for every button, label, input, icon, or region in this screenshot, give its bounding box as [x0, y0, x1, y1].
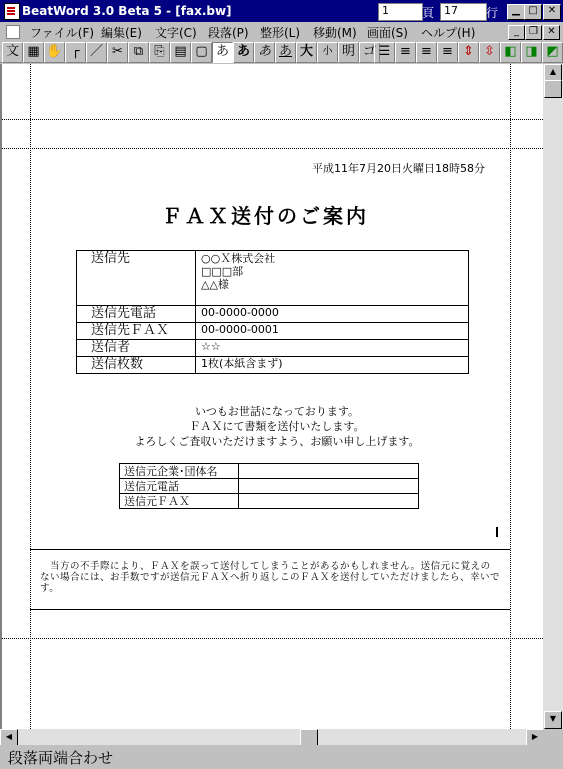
font-gothic-button[interactable]: ゴ — [359, 42, 380, 63]
table-cell-value[interactable] — [239, 494, 419, 509]
table-cell-label: 送信先電話 — [77, 306, 196, 323]
font-small-button[interactable]: 小 — [317, 42, 338, 63]
close-icon: ✕ — [547, 5, 557, 16]
menu-view[interactable]: 画面(S) — [367, 26, 408, 40]
header-guide-line — [2, 119, 543, 120]
arrow-right-icon: ▶ — [531, 732, 539, 741]
title-bar — [0, 0, 563, 22]
restore-icon: ❐ — [529, 26, 538, 37]
recipient-department: □□□部 — [201, 265, 244, 278]
greeting-line-1: いつもお世話になっております。 — [194, 405, 360, 418]
vertical-scroll-thumb[interactable] — [544, 80, 562, 98]
footer-guide-line — [2, 638, 543, 639]
justify-icon[interactable]: ☰ — [374, 42, 395, 63]
table-row — [120, 479, 419, 494]
menu-file[interactable]: ファイル(F) — [30, 26, 95, 40]
page-end-icon[interactable]: ◩ — [542, 42, 563, 63]
notice-text: 当方の不手際により、ＦＡＸを誤って送付してしまうことがあるかもしれません。送信元に覚えのない場合には、お手数ですが送信元ＦＡＸへ折り返しこのＦＡＸを送付していただけましたら、幸いです。 — [40, 561, 501, 594]
align-right-icon[interactable]: ≡ — [395, 42, 416, 63]
table-row — [77, 251, 469, 306]
page-label: 頁 — [422, 6, 435, 20]
doc-minimize-button[interactable] — [508, 25, 525, 40]
table-cell-label: 送信先 — [77, 251, 196, 306]
arrow-left-icon: ◀ — [5, 732, 13, 741]
table-row — [120, 464, 419, 479]
document-icon[interactable] — [6, 25, 20, 39]
table-cell-label: 送信元ＦＡＸ — [120, 494, 239, 509]
window-title: BeatWord 3.0 Beta 5 - [fax.bw] — [22, 4, 232, 18]
page-top-guide-line — [2, 148, 543, 149]
scroll-corner — [543, 729, 563, 745]
table-row — [77, 357, 469, 374]
maximize-icon: □ — [528, 5, 538, 16]
line-corner-icon[interactable]: ┌ — [65, 42, 86, 63]
sender-table — [119, 463, 419, 509]
table-cell-value[interactable] — [239, 464, 419, 479]
line-spacing-up-icon[interactable]: ⇕ — [458, 42, 479, 63]
page-prev-icon[interactable]: ◧ — [500, 42, 521, 63]
minimize-icon: _ — [514, 26, 519, 37]
copy-icon[interactable]: ⧉ — [128, 42, 149, 63]
table-cell-value[interactable] — [239, 479, 419, 494]
font-underline-button[interactable]: あ — [275, 42, 296, 63]
recipient-company: ○○Ｘ株式会社 — [201, 252, 276, 265]
font-mincho-button[interactable]: 明 — [338, 42, 359, 63]
table-row — [77, 340, 469, 357]
vertical-scrollbar[interactable] — [543, 64, 563, 729]
table-icon[interactable]: ▦ — [23, 42, 44, 63]
arrow-down-icon: ▼ — [549, 714, 557, 723]
menu-format[interactable]: 整形(L) — [260, 26, 301, 40]
toolbar — [0, 41, 563, 63]
table-cell-value: 1枚(本紙含まず) — [196, 357, 469, 374]
recipient-person: △△様 — [201, 278, 229, 291]
recipient-table — [76, 250, 469, 374]
line-number-input[interactable]: 17 — [440, 3, 487, 21]
line-spacing-down-icon[interactable]: ⇳ — [479, 42, 500, 63]
frame-icon[interactable]: ▤ — [170, 42, 191, 63]
table-row — [77, 306, 469, 323]
vertical-text-button[interactable]: 文 — [2, 42, 23, 63]
status-text: 段落両端合わせ — [8, 749, 114, 767]
text-cursor — [496, 527, 498, 537]
scroll-down-button[interactable] — [544, 711, 562, 729]
scissors-icon[interactable]: ✂ — [107, 42, 128, 63]
doc-restore-button[interactable] — [525, 25, 542, 40]
align-left-icon[interactable]: ≡ — [437, 42, 458, 63]
menu-paragraph[interactable]: 段落(P) — [208, 26, 249, 40]
greeting-line-2: ＦＡＸにて書類を送付いたします。 — [189, 420, 365, 433]
arrow-up-icon: ▲ — [549, 67, 557, 76]
menu-character[interactable]: 文字(C) — [155, 26, 197, 40]
menu-edit[interactable]: 編集(E) — [101, 26, 142, 40]
minimize-icon: ▁ — [512, 5, 520, 16]
table-cell-label: 送信者 — [77, 340, 196, 357]
table-cell-label: 送信枚数 — [77, 357, 196, 374]
app-icon[interactable] — [4, 3, 20, 20]
document-date: 平成11年7月20日火曜日18時58分 — [312, 162, 485, 175]
line-label: 行 — [486, 6, 499, 20]
doc-close-button[interactable] — [543, 25, 560, 40]
align-center-icon[interactable]: ≡ — [416, 42, 437, 63]
close-icon: ✕ — [547, 26, 556, 37]
table-cell-label: 送信先ＦＡＸ — [77, 323, 196, 340]
table-cell-value: ☆☆ — [196, 340, 469, 357]
table-cell-value — [196, 251, 469, 306]
menu-bar — [0, 22, 563, 41]
right-margin-guide — [510, 64, 511, 729]
table-cell-value: 00-0000-0001 — [196, 323, 469, 340]
paste-icon[interactable]: ⎘ — [149, 42, 170, 63]
pen-icon[interactable]: ／ — [86, 42, 107, 63]
font-large-button[interactable]: 大 — [296, 42, 317, 63]
font-bold-button[interactable]: あ — [233, 42, 254, 63]
menu-help[interactable]: ヘルプ(H) — [421, 26, 476, 40]
greeting-line-3: よろしくご査収いただけますよう、お願い申し上げます。 — [134, 435, 420, 448]
box-icon[interactable]: ▢ — [191, 42, 212, 63]
table-cell-label: 送信元電話 — [120, 479, 239, 494]
font-normal-button[interactable]: あ — [212, 42, 233, 63]
hand-icon[interactable]: ✋ — [44, 42, 65, 63]
notice-top-rule — [30, 549, 510, 550]
notice-bottom-rule — [30, 609, 510, 610]
table-cell-label: 送信元企業･団体名 — [120, 464, 239, 479]
left-margin-guide — [30, 64, 31, 729]
menu-move[interactable]: 移動(M) — [313, 26, 357, 40]
document-area[interactable] — [0, 64, 543, 729]
table-row — [77, 323, 469, 340]
horizontal-scrollbar[interactable] — [0, 729, 543, 745]
table-cell-value: 00-0000-0000 — [196, 306, 469, 323]
status-bar — [0, 745, 563, 769]
minimize-button[interactable] — [507, 4, 525, 20]
page-next-icon[interactable]: ◨ — [521, 42, 542, 63]
close-button[interactable] — [543, 4, 561, 20]
document-title: ＦＡＸ送付のご案内 — [162, 204, 369, 228]
page-number-input[interactable]: 1 — [378, 3, 423, 21]
font-italic-button[interactable]: あ — [254, 42, 275, 63]
maximize-button[interactable] — [524, 4, 542, 20]
table-row — [120, 494, 419, 509]
